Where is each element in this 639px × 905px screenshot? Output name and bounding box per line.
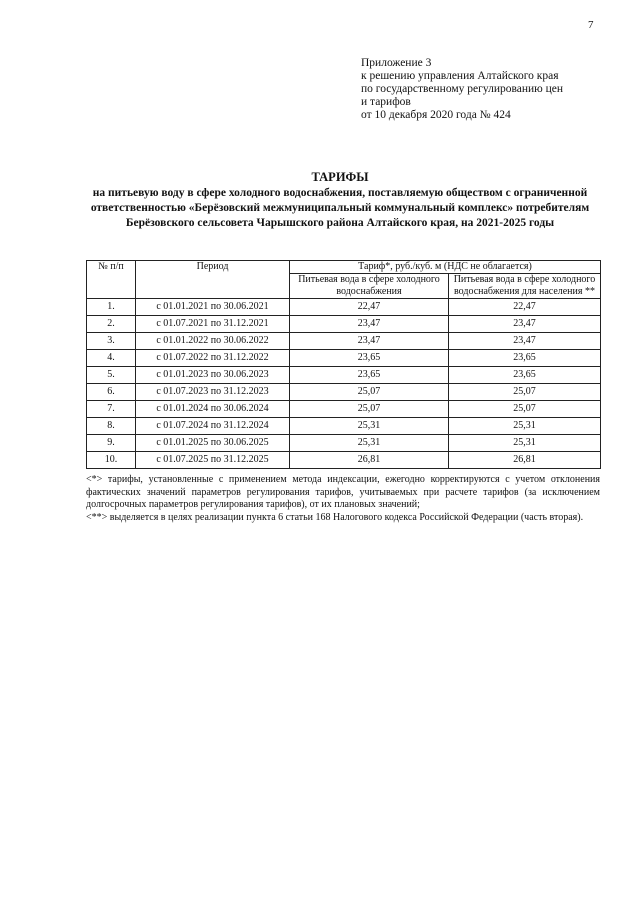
table-row [87, 435, 601, 452]
appendix-line: по государственному регулированию цен [361, 83, 564, 95]
row-tariff-b: 25,07 [449, 384, 601, 401]
row-num: 6. [87, 384, 136, 401]
row-num: 4. [87, 350, 136, 367]
table-row [87, 316, 601, 333]
row-num: 3. [87, 333, 136, 350]
row-period: с 01.07.2024 по 31.12.2024 [136, 418, 290, 435]
row-tariff-b: 23,65 [449, 350, 601, 367]
row-tariff-b: 22,47 [449, 299, 601, 316]
row-tariff-a: 22,47 [290, 299, 449, 316]
row-tariff-a: 23,65 [290, 350, 449, 367]
row-num: 10. [87, 452, 136, 469]
document-title: ТАРИФЫ [311, 170, 369, 184]
footnote-1: <*> тарифы, установленные с применением метода индексации, ежегодно корректируются с учетом отклонения фактических значений параметров регулирования тарифов, учитываемых при расчете тарифов (за исключением долгосрочных параметров регулирования тарифов), от их плановых значений; [86, 474, 600, 510]
row-period: с 01.01.2024 по 30.06.2024 [136, 401, 290, 418]
row-num: 2. [87, 316, 136, 333]
row-num: 7. [87, 401, 136, 418]
row-tariff-a: 23,47 [290, 316, 449, 333]
appendix-block [361, 57, 563, 122]
row-tariff-b: 25,31 [449, 418, 601, 435]
row-num: 8. [87, 418, 136, 435]
header-col-a: Питьевая вода в сфере холодного водоснабжения [290, 274, 449, 299]
row-period: с 01.07.2021 по 31.12.2021 [136, 316, 290, 333]
table-row [87, 367, 601, 384]
header-tariff: Тариф*, руб./куб. м (НДС не облагается) [290, 261, 601, 274]
row-num: 1. [87, 299, 136, 316]
row-tariff-a: 25,07 [290, 384, 449, 401]
table-row [87, 401, 601, 418]
row-tariff-b: 23,65 [449, 367, 601, 384]
header-col-b: Питьевая вода в сфере холодного водоснабжения для населения ** [449, 274, 601, 299]
row-period: с 01.01.2023 по 30.06.2023 [136, 367, 290, 384]
appendix-line: от 10 декабря 2020 года № 424 [361, 109, 511, 121]
row-tariff-a: 25,07 [290, 401, 449, 418]
row-period: с 01.01.2025 по 30.06.2025 [136, 435, 290, 452]
row-period: с 01.01.2021 по 30.06.2021 [136, 299, 290, 316]
row-num: 9. [87, 435, 136, 452]
row-tariff-a: 26,81 [290, 452, 449, 469]
row-period: с 01.07.2025 по 31.12.2025 [136, 452, 290, 469]
header-num: № п/п [87, 261, 136, 299]
row-period: с 01.01.2022 по 30.06.2022 [136, 333, 290, 350]
row-tariff-b: 25,07 [449, 401, 601, 418]
title-block [80, 170, 600, 231]
row-tariff-a: 23,65 [290, 367, 449, 384]
table-row [87, 418, 601, 435]
row-tariff-b: 23,47 [449, 333, 601, 350]
page-number: 7 [588, 19, 594, 31]
appendix-line: Приложение 3 [361, 57, 432, 69]
footnote-2: <**> выделяется в целях реализации пункта 6 статьи 168 Налогового кодекса Российской Федерации (часть вторая). [86, 511, 584, 523]
row-tariff-b: 23,47 [449, 316, 601, 333]
row-tariff-b: 25,31 [449, 435, 601, 452]
row-tariff-a: 25,31 [290, 435, 449, 452]
appendix-line: и тарифов [361, 96, 411, 108]
row-period: с 01.07.2022 по 31.12.2022 [136, 350, 290, 367]
table-row [87, 452, 601, 469]
document-subtitle: на питьевую воду в сфере холодного водоснабжения, поставляемую обществом с ограниченной ответственностью «Берёзовский межмуниципальный коммунальный комплекс» потребителям Берёзовского сельсовета Чарышского района Алтайского края, на 2021-2025 годы [90, 187, 590, 229]
footnotes [86, 474, 600, 524]
table-row [87, 299, 601, 316]
tariff-table [86, 260, 601, 469]
header-period: Период [136, 261, 290, 299]
table-row [87, 384, 601, 401]
row-tariff-a: 23,47 [290, 333, 449, 350]
row-tariff-a: 25,31 [290, 418, 449, 435]
table-row [87, 333, 601, 350]
row-num: 5. [87, 367, 136, 384]
row-tariff-b: 26,81 [449, 452, 601, 469]
row-period: с 01.07.2023 по 31.12.2023 [136, 384, 290, 401]
appendix-line: к решению управления Алтайского края [361, 70, 559, 82]
table-row [87, 350, 601, 367]
